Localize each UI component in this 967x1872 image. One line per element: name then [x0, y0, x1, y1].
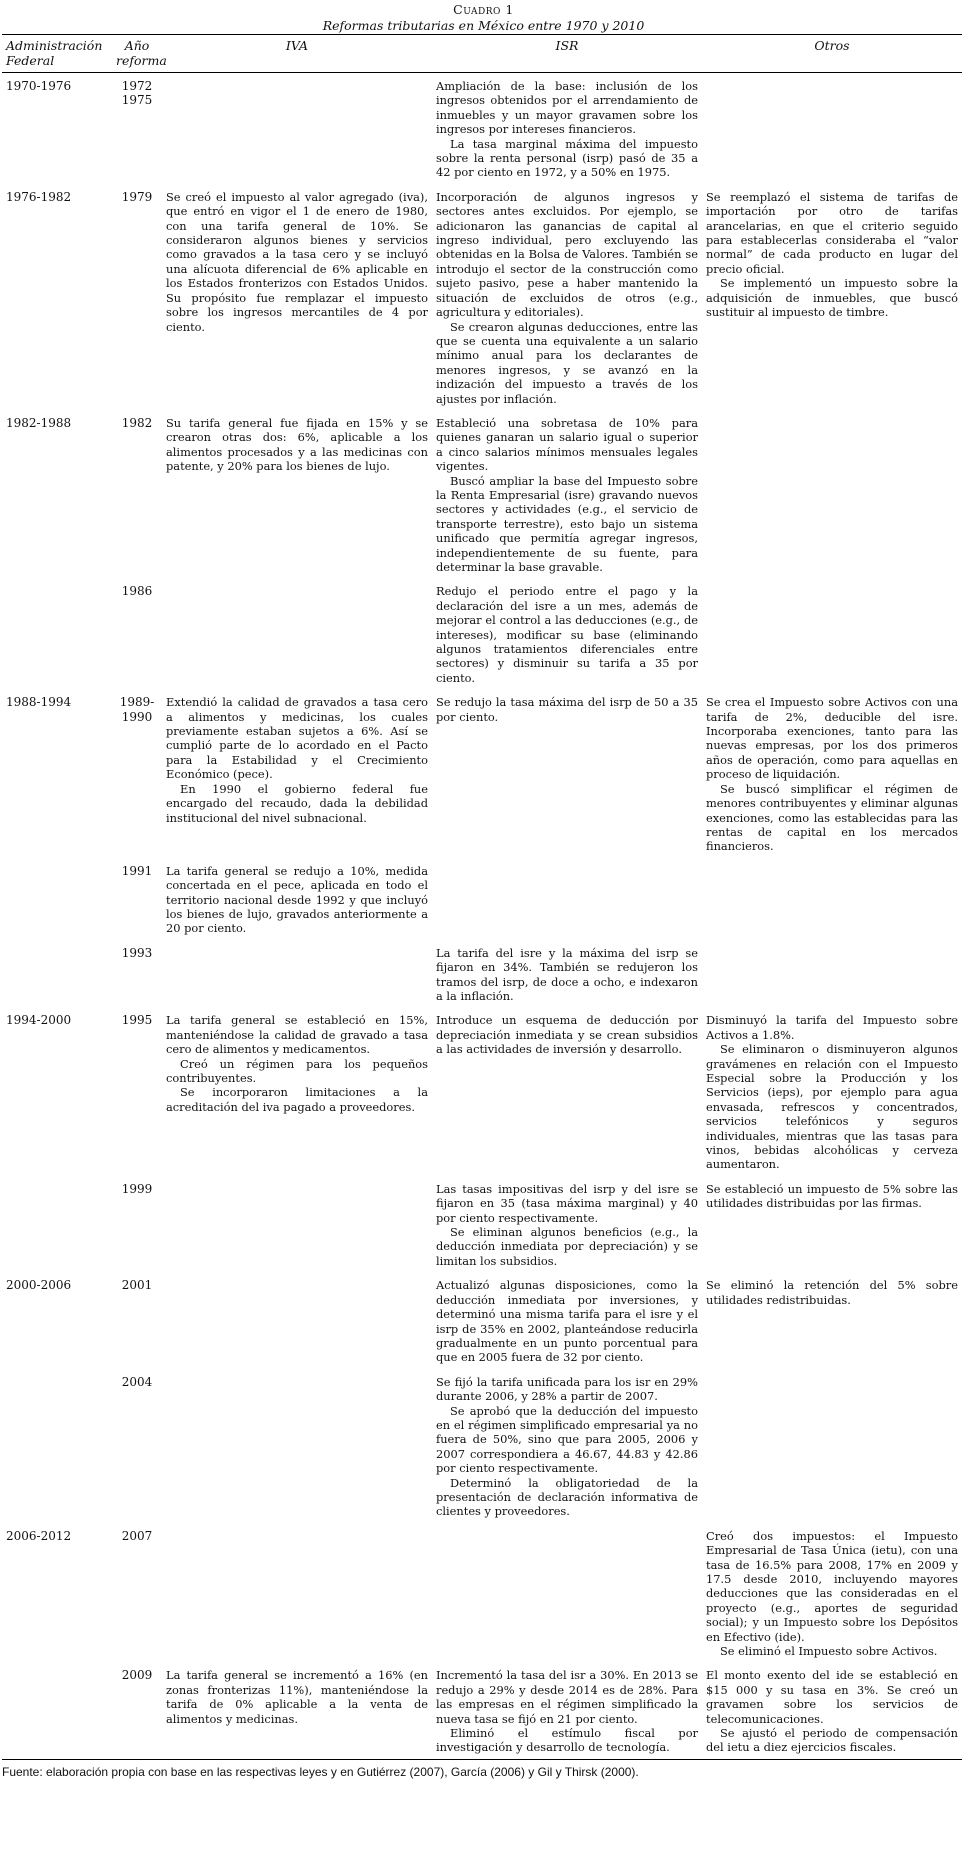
- cell-year: 1989-1990: [119, 695, 155, 724]
- cell-otros: [702, 410, 962, 578]
- cell-paragraph: Se reemplazó el sistema de tarifas de importación por otro de tarifas arancelarias, en que el criterio seguido para establecerlas consideraba el “valor normal” de cada producto en lugar del precio oficial.: [706, 189, 958, 276]
- cell-year: 1986: [121, 584, 153, 599]
- caption-label: Cuadro 1: [453, 2, 514, 17]
- table-row: [2, 940, 962, 1008]
- cell-iva: [162, 410, 432, 578]
- table-row: [2, 1369, 962, 1523]
- cell-admin: 2006-2012: [6, 1528, 72, 1543]
- caption-title: Reformas tributarias en México entre 1970 y 2010: [322, 18, 645, 33]
- cell-isr: [432, 1662, 702, 1759]
- table-row: [2, 1007, 962, 1175]
- cell-year: 2001: [121, 1278, 153, 1293]
- table-row: [2, 1176, 962, 1272]
- cell-paragraph: Se crearon algunas deducciones, entre las que se cuenta una equivalente a un salario mínimo anual para los declarantes de menores ingresos, y se avanzó en la indización del impuesto a través de los ajustes por inflación.: [436, 319, 698, 406]
- cell-iva: [162, 1662, 432, 1759]
- cell-isr: [432, 73, 702, 184]
- cell-paragraph: Redujo el periodo entre el pago y la declaración del isre a un mes, además de mejorar el control a las deducciones (e.g., de intereses), modificar su base (eliminando algunos tratamientos diferenciales entre sectores) y disminuir su tarifa a 35 por ciento.: [436, 584, 698, 685]
- cell-year: 1999: [121, 1181, 153, 1196]
- table-row: [2, 1523, 962, 1663]
- cell-paragraph: Actualizó algunas disposiciones, como la deducción inmediata por inversiones, y determinó una misma tarifa para el isre y el isrp de 35% en 2002, planteándose reducirla gradualmente en un punto porcentual para que en 2005 fuera de 32 por ciento.: [436, 1278, 698, 1365]
- footnote: Fuente: elaboración propia con base en las respectivas leyes y en Gutiérrez (2007), García (2006) y Gil y Thirsk (2000).: [2, 1764, 639, 1779]
- cell-isr: [432, 184, 702, 410]
- cell-paragraph: Se creó el impuesto al valor agregado (iva), que entró en vigor el 1 de enero de 1980, con una tarifa general de 10%. Se consideraron algunos bienes y servicios como gravados a la tasa cero y se incluyó una alícuota diferencial de 6% aplicable en los Estados fronterizos con Estados Unidos. Su propósito fue remplazar el impuesto sobre los ingresos mercantiles de 4 por ciento.: [166, 189, 428, 334]
- cell-iva: [162, 858, 432, 940]
- cell-iva: [162, 1007, 432, 1175]
- cell-paragraph: La tasa marginal máxima del impuesto sobre la renta personal (isrp) pasó de 35 a 42 por ciento en 1972, y a 50% en 1975.: [436, 136, 698, 180]
- cell-admin: 2000-2006: [6, 1278, 72, 1293]
- cell-iva: [162, 1523, 432, 1663]
- cell-paragraph: Se eliminan algunos beneficios (e.g., la deducción inmediata por depreciación) y se limitan los subsidios.: [436, 1225, 698, 1268]
- table-row: [2, 1662, 962, 1759]
- cell-paragraph: Se fijó la tarifa unificada para los isr en 29% durante 2006, y 28% a partir de 2007.: [436, 1374, 698, 1404]
- cell-paragraph: Se buscó simplificar el régimen de menores contribuyentes y eliminar algunas exenciones, como las establecidas para las rentas de capital en los mercados financieros.: [706, 781, 958, 854]
- cell-paragraph: Las tasas impositivas del isrp y del isre se fijaron en 35 (tasa máxima marginal) y 40 por ciento respectivamente.: [436, 1181, 698, 1225]
- cell-year: 1979: [121, 189, 153, 204]
- cell-year: 2009: [121, 1668, 153, 1683]
- cell-isr: [432, 940, 702, 1008]
- cell-paragraph: Creó un régimen para los pequeños contribuyentes.: [166, 1056, 428, 1085]
- cell-otros: [702, 1369, 962, 1523]
- cell-admin: 1988-1994: [6, 695, 72, 710]
- column-header-admin: Administración Federal: [6, 38, 103, 68]
- cell-year: 1995: [121, 1013, 153, 1028]
- cell-year: 2004: [121, 1374, 153, 1389]
- table-row: [2, 578, 962, 689]
- cell-paragraph: Su tarifa general fue fijada en 15% y se crearon otras dos: 6%, aplicable a los alimentos procesados y a las medicinas con patente, y 20% para los bienes de lujo.: [166, 415, 428, 474]
- cell-otros: [702, 1662, 962, 1759]
- cell-paragraph: La tarifa general se estableció en 15%, manteniéndose la calidad de gravado a tasa cero de alimentos y medicamentos.: [166, 1013, 428, 1057]
- table-row: [2, 410, 962, 578]
- cell-admin: [2, 1662, 112, 1759]
- cell-paragraph: La tarifa del isre y la máxima del isrp se fijaron en 34%. También se redujeron los tramos del isrp, de doce a ocho, e indexaron a la inflación.: [436, 945, 698, 1003]
- cell-admin: [2, 1369, 112, 1523]
- table-row: [2, 1272, 962, 1368]
- cell-paragraph: Extendió la calidad de gravados a tasa cero a alimentos y medicinas, los cuales previamente estaban sujetos a 6%. Así se cumplió parte de lo acordado en el Pacto para la Estabilidad y el Crecimiento Económico (pece).: [166, 695, 428, 782]
- cell-paragraph: Se ajustó el periodo de compensación del ietu a diez ejercicios fiscales.: [706, 1726, 958, 1755]
- cell-otros: [702, 578, 962, 689]
- cell-isr: [432, 1007, 702, 1175]
- cell-admin: [2, 1176, 112, 1272]
- cell-iva: [162, 940, 432, 1008]
- cell-iva: [162, 1272, 432, 1368]
- cell-paragraph: Eliminó el estímulo fiscal por investigación y desarrollo de tecnología.: [436, 1726, 698, 1755]
- cell-iva: [162, 1369, 432, 1523]
- cell-otros: [702, 858, 962, 940]
- table-body: [2, 73, 962, 1760]
- cell-isr: [432, 1523, 702, 1663]
- cell-year: 1972 1975: [121, 79, 153, 108]
- cell-paragraph: Ampliación de la base: inclusión de los ingresos obtenidos por el arrendamiento de inmuebles y un mayor gravamen sobre los ingresos por intereses financieros.: [436, 79, 698, 137]
- table-header-row: [2, 35, 962, 73]
- cell-paragraph: La tarifa general se incrementó a 16% (en zonas fronterizas 11%), manteniéndose la tarifa de 0% aplicable a la venta de alimentos y medicinas.: [166, 1668, 428, 1726]
- cell-isr: [432, 578, 702, 689]
- table-row: [2, 73, 962, 184]
- cell-paragraph: Se eliminó el Impuesto sobre Activos.: [720, 1644, 938, 1659]
- cell-otros: [702, 73, 962, 184]
- cell-admin: 1994-2000: [6, 1013, 72, 1028]
- cell-admin: [2, 858, 112, 940]
- cell-paragraph: Se aprobó que la deducción del impuesto en el régimen simplificado empresarial ya no fuera de 50%, sino que para 2005, 2006 y 2007 correspondiera a 46.67, 44.83 y 42.86 por ciento respectivamente.: [436, 1403, 698, 1476]
- table-row: [2, 184, 962, 410]
- cell-admin: [2, 578, 112, 689]
- cell-admin: 1982-1988: [6, 415, 72, 430]
- cell-isr: [432, 1272, 702, 1368]
- cell-isr: [432, 1176, 702, 1272]
- cell-otros: [702, 1007, 962, 1175]
- cell-isr: [432, 410, 702, 578]
- cell-paragraph: La tarifa general se redujo a 10%, medida concertada en el pece, aplicada en todo el territorio nacional desde 1992 y que incluyó los bienes de lujo, gravados anteriormente a 20 por ciento.: [166, 863, 428, 936]
- cell-otros: [702, 1523, 962, 1663]
- cell-paragraph: Determinó la obligatoriedad de la presentación de declaración informativa de clientes y proveedores.: [436, 1475, 698, 1519]
- cell-paragraph: Creó dos impuestos: el Impuesto Empresarial de Tasa Única (ietu), con una tasa de 16.5% para 2008, 17% en 2009 y 17.5 desde 2010, incluyendo mayores deducciones que las consideradas en el proyecto (e.g., aportes de seguridad social); y un Impuesto sobre los Depósitos en Efectivo (ide).: [706, 1528, 958, 1644]
- cell-admin: 1976-1982: [6, 189, 72, 204]
- table-row: [2, 858, 962, 940]
- cell-isr: [432, 1369, 702, 1523]
- cell-iva: [162, 578, 432, 689]
- cell-iva: [162, 184, 432, 410]
- cell-year: 2007: [121, 1528, 153, 1543]
- cell-paragraph: Buscó ampliar la base del Impuesto sobre la Renta Empresarial (isre) gravando nuevos sectores y actividades (e.g., el servicio de transporte terrestre), esto bajo un sistema unificado que permitía agregar ingresos, independientemente de su fuente, para determinar la base gravable.: [436, 473, 698, 574]
- table-caption: [0, 0, 967, 34]
- column-header-year: Año reforma: [116, 38, 167, 68]
- cell-paragraph: Incorporación de algunos ingresos y sectores antes excluidos. Por ejemplo, se adicionaron las ganancias de capital al ingreso individual, pero excluyendo las obtenidas en la Bolsa de Valores. También se introdujo el sector de la construcción como sujeto pasivo, pese a haber mantenido la situación de excluidos de otros (e.g., agricultura y editoriales).: [436, 189, 698, 320]
- cell-paragraph: Se redujo la tasa máxima del isrp de 50 a 35 por ciento.: [436, 695, 698, 724]
- cell-paragraph: Se incorporaron limitaciones a la acreditación del iva pagado a proveedores.: [166, 1085, 428, 1114]
- cell-otros: [702, 940, 962, 1008]
- cell-otros: [702, 184, 962, 410]
- cell-iva: [162, 689, 432, 857]
- cell-otros: [702, 1272, 962, 1368]
- cell-iva: [162, 73, 432, 184]
- cell-admin: [2, 940, 112, 1008]
- table-row: [2, 689, 962, 857]
- cell-paragraph: Se crea el Impuesto sobre Activos con una tarifa de 2%, deducible del isre. Incorporaba exenciones, tanto para las nuevas empresas, por los dos primeros años de operación, como para aquellas en proceso de liquidación.: [706, 695, 958, 782]
- cell-otros: [702, 1176, 962, 1272]
- cell-paragraph: Incrementó la tasa del isr a 30%. En 2013 se redujo a 29% y desde 2014 es de 28%. Para las empresas en el régimen simplificado la nueva tasa se fijó en 21 por ciento.: [436, 1668, 698, 1726]
- cell-paragraph: Se estableció un impuesto de 5% sobre las utilidades distribuidas por las firmas.: [706, 1181, 958, 1211]
- cell-paragraph: Se implementó un impuesto sobre la adquisición de inmuebles, que buscó sustituir al impuesto de timbre.: [706, 276, 958, 320]
- cell-paragraph: En 1990 el gobierno federal fue encargado del recaudo, dada la debilidad institucional del nivel subnacional.: [166, 781, 428, 825]
- cell-paragraph: Se eliminaron o disminuyeron algunos gravámenes en relación con el Impuesto Especial sobre la Producción y los Servicios (ieps), por ejemplo para agua envasada, refrescos y concentrados, servicios telefónicos y seguros individuales, mientras que las tasas para vinos, bebidas alcohólicas y cerveza aumentaron.: [706, 1042, 958, 1172]
- column-header-otros: Otros: [814, 38, 850, 53]
- cell-year: 1993: [121, 945, 153, 960]
- cell-isr: [432, 858, 702, 940]
- cell-paragraph: Disminuyó la tarifa del Impuesto sobre Activos a 1.8%.: [706, 1013, 958, 1042]
- cell-paragraph: Estableció una sobretasa de 10% para quienes ganaran un salario igual o superior a cinco salarios mínimos mensuales legales vigentes.: [436, 415, 698, 474]
- reforms-table: [2, 34, 962, 1760]
- cell-iva: [162, 1176, 432, 1272]
- cell-paragraph: El monto exento del ide se estableció en $15 000 y su tasa en 3%. Se creó un gravamen sobre los servicios de telecomunicaciones.: [706, 1668, 958, 1726]
- cell-isr: [432, 689, 702, 857]
- cell-year: 1982: [121, 415, 153, 430]
- cell-paragraph: Se eliminó la retención del 5% sobre utilidades redistribuidas.: [706, 1278, 958, 1307]
- cell-otros: [702, 689, 962, 857]
- cell-year: 1991: [121, 863, 153, 878]
- cell-paragraph: Introduce un esquema de deducción por depreciación inmediata y se crean subsidios a las actividades de inversión y desarrollo.: [436, 1013, 698, 1057]
- column-header-isr: ISR: [555, 38, 579, 53]
- cell-admin: 1970-1976: [6, 79, 72, 93]
- column-header-iva: IVA: [285, 38, 309, 53]
